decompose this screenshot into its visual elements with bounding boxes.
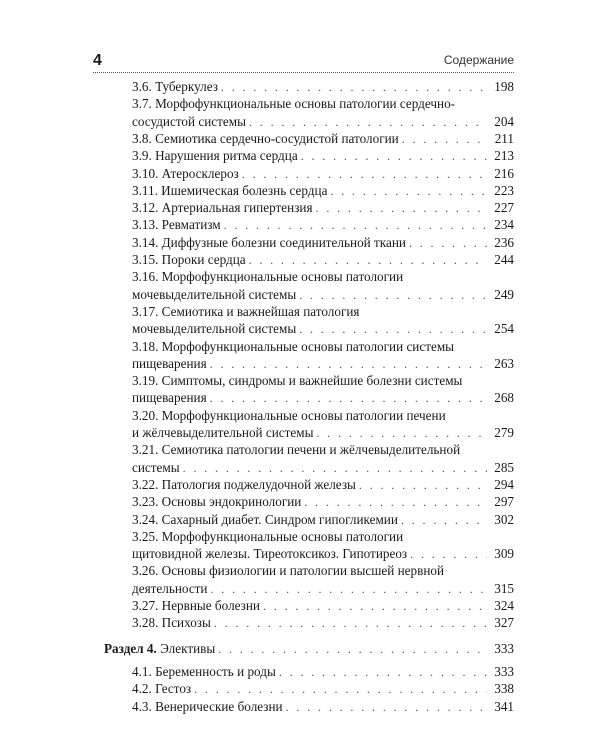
toc-page-number: 227 bbox=[494, 200, 514, 216]
toc-entry-title: мочевыделительной системы bbox=[132, 286, 297, 302]
toc-entry-line bbox=[132, 563, 444, 579]
dot-leader bbox=[183, 460, 487, 476]
toc-page-number: 211 bbox=[494, 130, 514, 146]
toc-page-number: 249 bbox=[494, 286, 514, 302]
toc-page-number: 309 bbox=[494, 546, 514, 562]
toc-entry-title: 4.1. Беременность и роды bbox=[132, 663, 276, 679]
dot-leader bbox=[210, 356, 487, 372]
toc-entry-line bbox=[132, 339, 454, 355]
toc-page-number: 216 bbox=[494, 165, 514, 181]
toc-entry-title: пищеварения bbox=[132, 390, 207, 406]
toc-page-number: 234 bbox=[494, 217, 514, 233]
toc-page-number: 324 bbox=[494, 598, 514, 613]
toc-entry-title: 3.20. Морфофункциональные основы патологии печени bbox=[132, 407, 446, 423]
toc-entry-row bbox=[132, 546, 514, 562]
toc-entry-row bbox=[132, 252, 514, 268]
dot-leader bbox=[299, 321, 487, 337]
header-rule bbox=[93, 72, 514, 73]
toc-entry-line bbox=[132, 442, 460, 458]
toc-entry-row bbox=[132, 200, 514, 216]
toc-entry-line bbox=[132, 373, 462, 389]
toc-page-number: 315 bbox=[494, 580, 514, 596]
toc-entry-row bbox=[132, 356, 514, 372]
dot-leader bbox=[263, 598, 487, 614]
dot-leader bbox=[401, 512, 487, 528]
toc-entry-row bbox=[132, 615, 514, 631]
toc-entry-title: системы bbox=[132, 459, 180, 475]
toc-page-number: 236 bbox=[494, 234, 514, 250]
toc-page-number: 294 bbox=[494, 476, 514, 492]
toc-entry-title: щитовидной железы. Тиреотоксикоз. Гипотиреоз bbox=[132, 546, 408, 562]
toc-entry-row bbox=[132, 581, 514, 597]
toc-page-number: 263 bbox=[494, 355, 514, 371]
toc-entry-row bbox=[132, 114, 514, 130]
toc-page-number: 333 bbox=[494, 640, 514, 656]
section-heading-text bbox=[104, 641, 215, 657]
dot-leader bbox=[211, 581, 488, 597]
dot-leader bbox=[299, 287, 487, 303]
toc-entry-row bbox=[132, 287, 514, 303]
toc-entry-line bbox=[132, 529, 403, 545]
toc-page-number: 297 bbox=[494, 494, 514, 510]
toc-entry-title: 3.22. Патология поджелудочной железы bbox=[132, 476, 356, 492]
dot-leader bbox=[224, 217, 487, 233]
toc-entry-row bbox=[132, 512, 514, 528]
dot-leader bbox=[316, 425, 487, 441]
toc-entry-title: 3.26. Основы физиологии и патологии высшей нервной bbox=[132, 563, 445, 579]
toc-entry-row bbox=[132, 79, 514, 95]
dot-leader bbox=[330, 183, 487, 199]
toc-page-number: 268 bbox=[494, 390, 514, 406]
dot-leader bbox=[286, 699, 487, 715]
toc-entry-title: 3.17. Семиотика и важнейшая патология bbox=[132, 303, 360, 319]
dot-leader bbox=[359, 477, 487, 493]
toc-entry-title: 3.8. Семиотика сердечно-сосудистой патологии bbox=[132, 130, 399, 146]
dot-leader bbox=[410, 546, 487, 562]
toc-entry-row bbox=[132, 699, 514, 715]
toc-entry-row bbox=[132, 494, 514, 510]
toc-entry-row bbox=[132, 598, 514, 614]
running-head: Содержание bbox=[443, 53, 514, 67]
toc-entry-title: 4.2. Гестоз bbox=[132, 681, 192, 697]
dot-leader bbox=[221, 79, 487, 95]
toc-entry-row bbox=[132, 425, 514, 441]
toc-page-number: 338 bbox=[494, 681, 514, 697]
toc-page-number: 341 bbox=[494, 698, 514, 714]
toc-entry-title: мочевыделительной системы bbox=[132, 321, 297, 337]
toc-entry-row bbox=[132, 321, 514, 337]
dot-leader bbox=[409, 235, 487, 251]
dot-leader bbox=[402, 131, 487, 147]
toc-entry-row bbox=[132, 460, 514, 476]
toc-page-number: 204 bbox=[494, 113, 514, 129]
toc-page-number: 198 bbox=[494, 79, 514, 94]
dot-leader bbox=[194, 681, 487, 697]
toc-entry-title: 3.13. Ревматизм bbox=[132, 217, 221, 233]
dot-leader bbox=[249, 252, 487, 268]
toc-entry-title: 3.11. Ишемическая болезнь сердца bbox=[132, 182, 328, 198]
toc-page-number: 213 bbox=[494, 148, 514, 164]
toc-page-number: 279 bbox=[494, 425, 514, 440]
dot-leader bbox=[279, 664, 487, 680]
toc-page-number: 327 bbox=[494, 615, 514, 631]
toc-entry-line bbox=[132, 408, 446, 424]
toc-entry-title: 3.19. Симптомы, синдромы и важнейшие болезни системы bbox=[132, 373, 463, 389]
toc-page-number: 302 bbox=[494, 511, 514, 527]
dot-leader bbox=[316, 200, 487, 216]
toc-page-number: 333 bbox=[494, 663, 514, 679]
dot-leader bbox=[214, 615, 487, 631]
toc-entry-title: пищеварения bbox=[132, 355, 207, 371]
toc-entry-title: сосудистой системы bbox=[132, 113, 246, 129]
dot-leader bbox=[249, 114, 487, 130]
toc-entry-row bbox=[132, 235, 514, 251]
toc-entry-title: 3.28. Психозы bbox=[132, 615, 211, 631]
section-title: Элективы bbox=[156, 640, 216, 656]
toc-entry-title: 3.27. Нервные болезни bbox=[132, 598, 260, 613]
toc-entry-row bbox=[132, 477, 514, 493]
toc-entry-row bbox=[132, 166, 514, 182]
toc-page-number: 285 bbox=[494, 459, 514, 475]
toc-entry-line bbox=[132, 304, 359, 320]
dot-leader bbox=[304, 494, 487, 510]
dot-leader bbox=[242, 166, 487, 182]
toc-entry-title: 3.12. Артериальная гипертензия bbox=[132, 200, 313, 216]
toc-entry-title: 3.24. Сахарный диабет. Синдром гипогликемии bbox=[132, 511, 398, 527]
toc-entry-line bbox=[132, 96, 455, 112]
toc-entry-row bbox=[132, 148, 514, 164]
toc-entry-title: 3.7. Морфофункциональные основы патологии сердечно- bbox=[132, 96, 456, 112]
dot-leader bbox=[218, 641, 487, 657]
dot-leader bbox=[301, 148, 487, 164]
toc-entry-title: 3.9. Нарушения ритма сердца bbox=[132, 148, 298, 164]
toc-entry-title: 3.14. Диффузные болезни соединительной ткани bbox=[132, 234, 406, 250]
toc-entry-row bbox=[132, 664, 514, 680]
toc-entry-title: 3.23. Основы эндокринологии bbox=[132, 494, 302, 510]
toc-entry-title: и жёлчевыделительной системы bbox=[132, 425, 314, 440]
toc-entry-row bbox=[132, 217, 514, 233]
toc-entry-row bbox=[132, 681, 514, 697]
toc-entry-title: 3.6. Туберкулез bbox=[132, 79, 218, 94]
toc-entry-title: 3.10. Атеросклероз bbox=[132, 165, 239, 181]
page-number: 4 bbox=[93, 52, 102, 69]
toc-page-number: 244 bbox=[494, 252, 514, 267]
dot-leader bbox=[210, 390, 487, 406]
section-heading bbox=[104, 641, 514, 657]
toc-page-number: 223 bbox=[494, 182, 514, 198]
toc-entry-title: 3.25. Морфофункциональные основы патологии bbox=[132, 528, 404, 544]
toc-entry-title: 3.16. Морфофункциональные основы патологии bbox=[132, 269, 404, 285]
toc-entry-row bbox=[132, 183, 514, 199]
toc-entry-title: 3.21. Семиотика патологии печени и жёлчевыделительной bbox=[132, 442, 461, 458]
toc-entry-row bbox=[132, 390, 514, 406]
toc-entry-title: деятельности bbox=[132, 580, 208, 596]
toc-entry-title: 3.15. Пороки сердца bbox=[132, 252, 246, 267]
section-label: Раздел 4. bbox=[104, 640, 157, 656]
toc-entry-title: 4.3. Венерические болезни bbox=[132, 698, 283, 714]
toc-entry-title: 3.18. Морфофункциональные основы патологии системы bbox=[132, 338, 455, 354]
toc-entry-row bbox=[132, 131, 514, 147]
toc-page-number: 254 bbox=[494, 321, 514, 337]
toc-entry-line bbox=[132, 269, 403, 285]
